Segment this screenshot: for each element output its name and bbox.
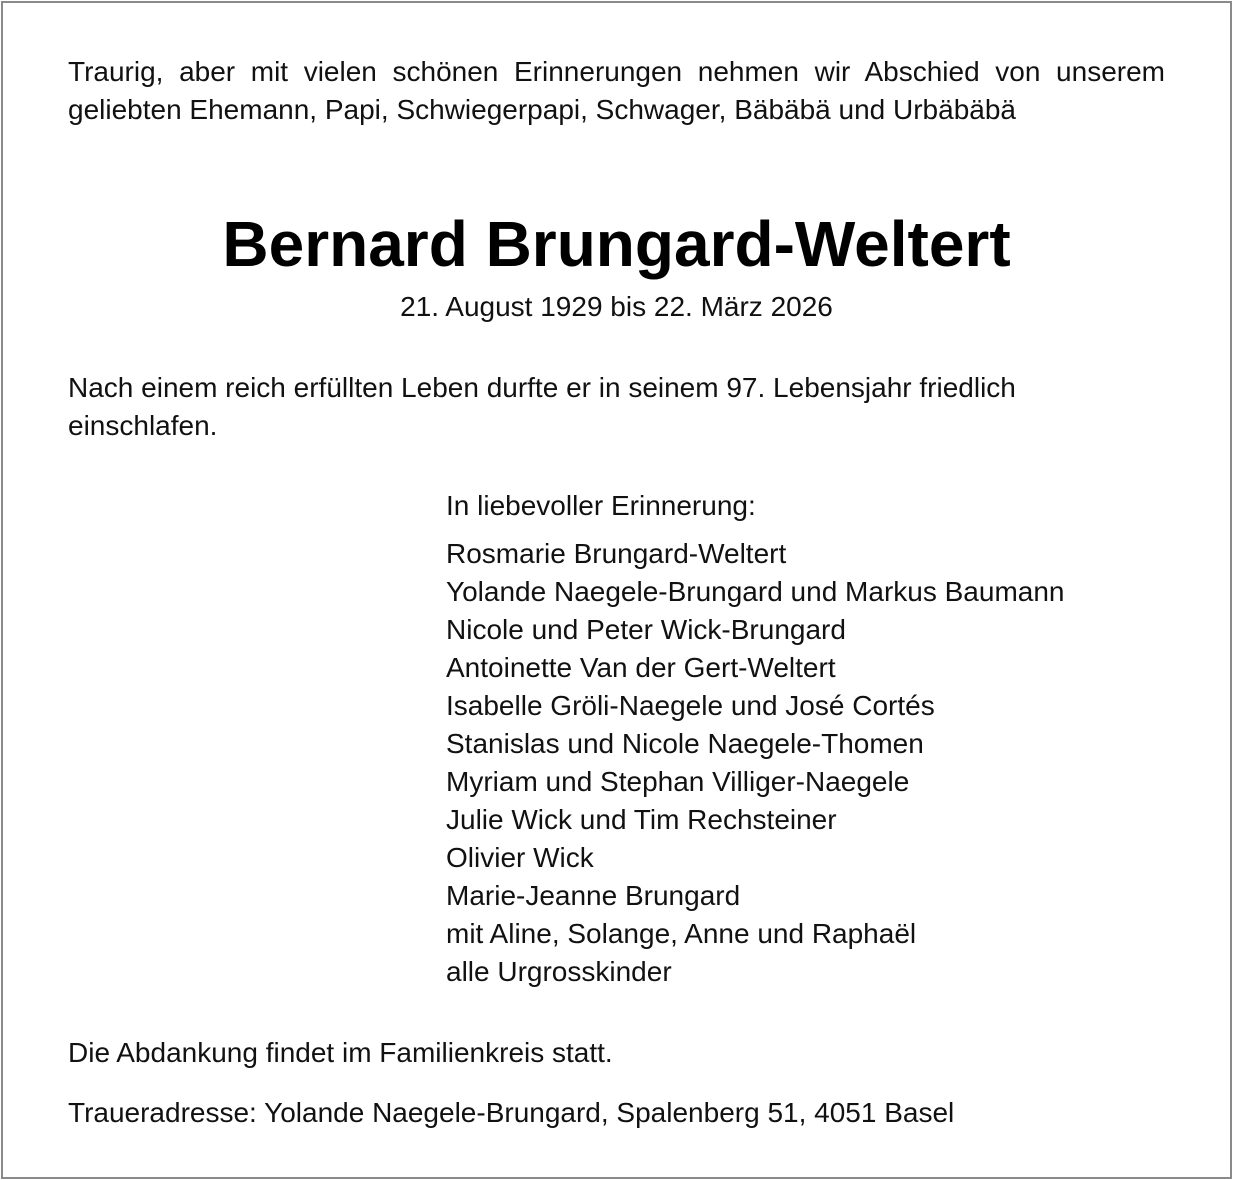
- mourner-name: Rosmarie Brungard-Weltert: [446, 538, 787, 569]
- mourner-name: Yolande Naegele-Brungard und Markus Baumann: [446, 576, 1065, 607]
- deceased-name: Bernard Brungard-Weltert: [222, 208, 1011, 280]
- mourner-name: Olivier Wick: [446, 842, 594, 873]
- life-text: Nach einem reich erfüllten Leben durfte er in seinem 97. Lebensjahr friedlich einschlafen.: [68, 372, 1016, 441]
- mourner-name: Stanislas und Nicole Naegele-Thomen: [446, 728, 924, 759]
- mourner-name: Isabelle Gröli-Naegele und José Cortés: [446, 690, 935, 721]
- intro-text: Traurig, aber mit vielen schönen Erinnerungen nehmen wir Abschied von unserem geliebten Ehemann, Papi, Schwiegerpapi, Schwager, Bäbäbä und Urbäbäbä: [68, 56, 1165, 125]
- mourner-name: Myriam und Stephan Villiger-Naegele: [446, 766, 910, 797]
- mourner-name: mit Aline, Solange, Anne und Raphaël: [446, 918, 917, 949]
- mourning-address: Traueradresse: Yolande Naegele-Brungard, Spalenberg 51, 4051 Basel: [68, 1097, 955, 1128]
- mourner-name: Antoinette Van der Gert-Weltert: [446, 652, 836, 683]
- mourner-name: Nicole und Peter Wick-Brungard: [446, 614, 846, 645]
- mourner-name: alle Urgrosskinder: [446, 956, 672, 987]
- mourners-list: [446, 535, 1206, 991]
- mourners-heading: In liebevoller Erinnerung:: [446, 490, 756, 521]
- mourner-name: Julie Wick und Tim Rechsteiner: [446, 804, 837, 835]
- mourner-name: Marie-Jeanne Brungard: [446, 880, 741, 911]
- funeral-text: Die Abdankung findet im Familienkreis statt.: [68, 1037, 613, 1068]
- mourners-block: [446, 487, 1206, 991]
- life-dates: 21. August 1929 bis 22. März 2026: [400, 291, 833, 322]
